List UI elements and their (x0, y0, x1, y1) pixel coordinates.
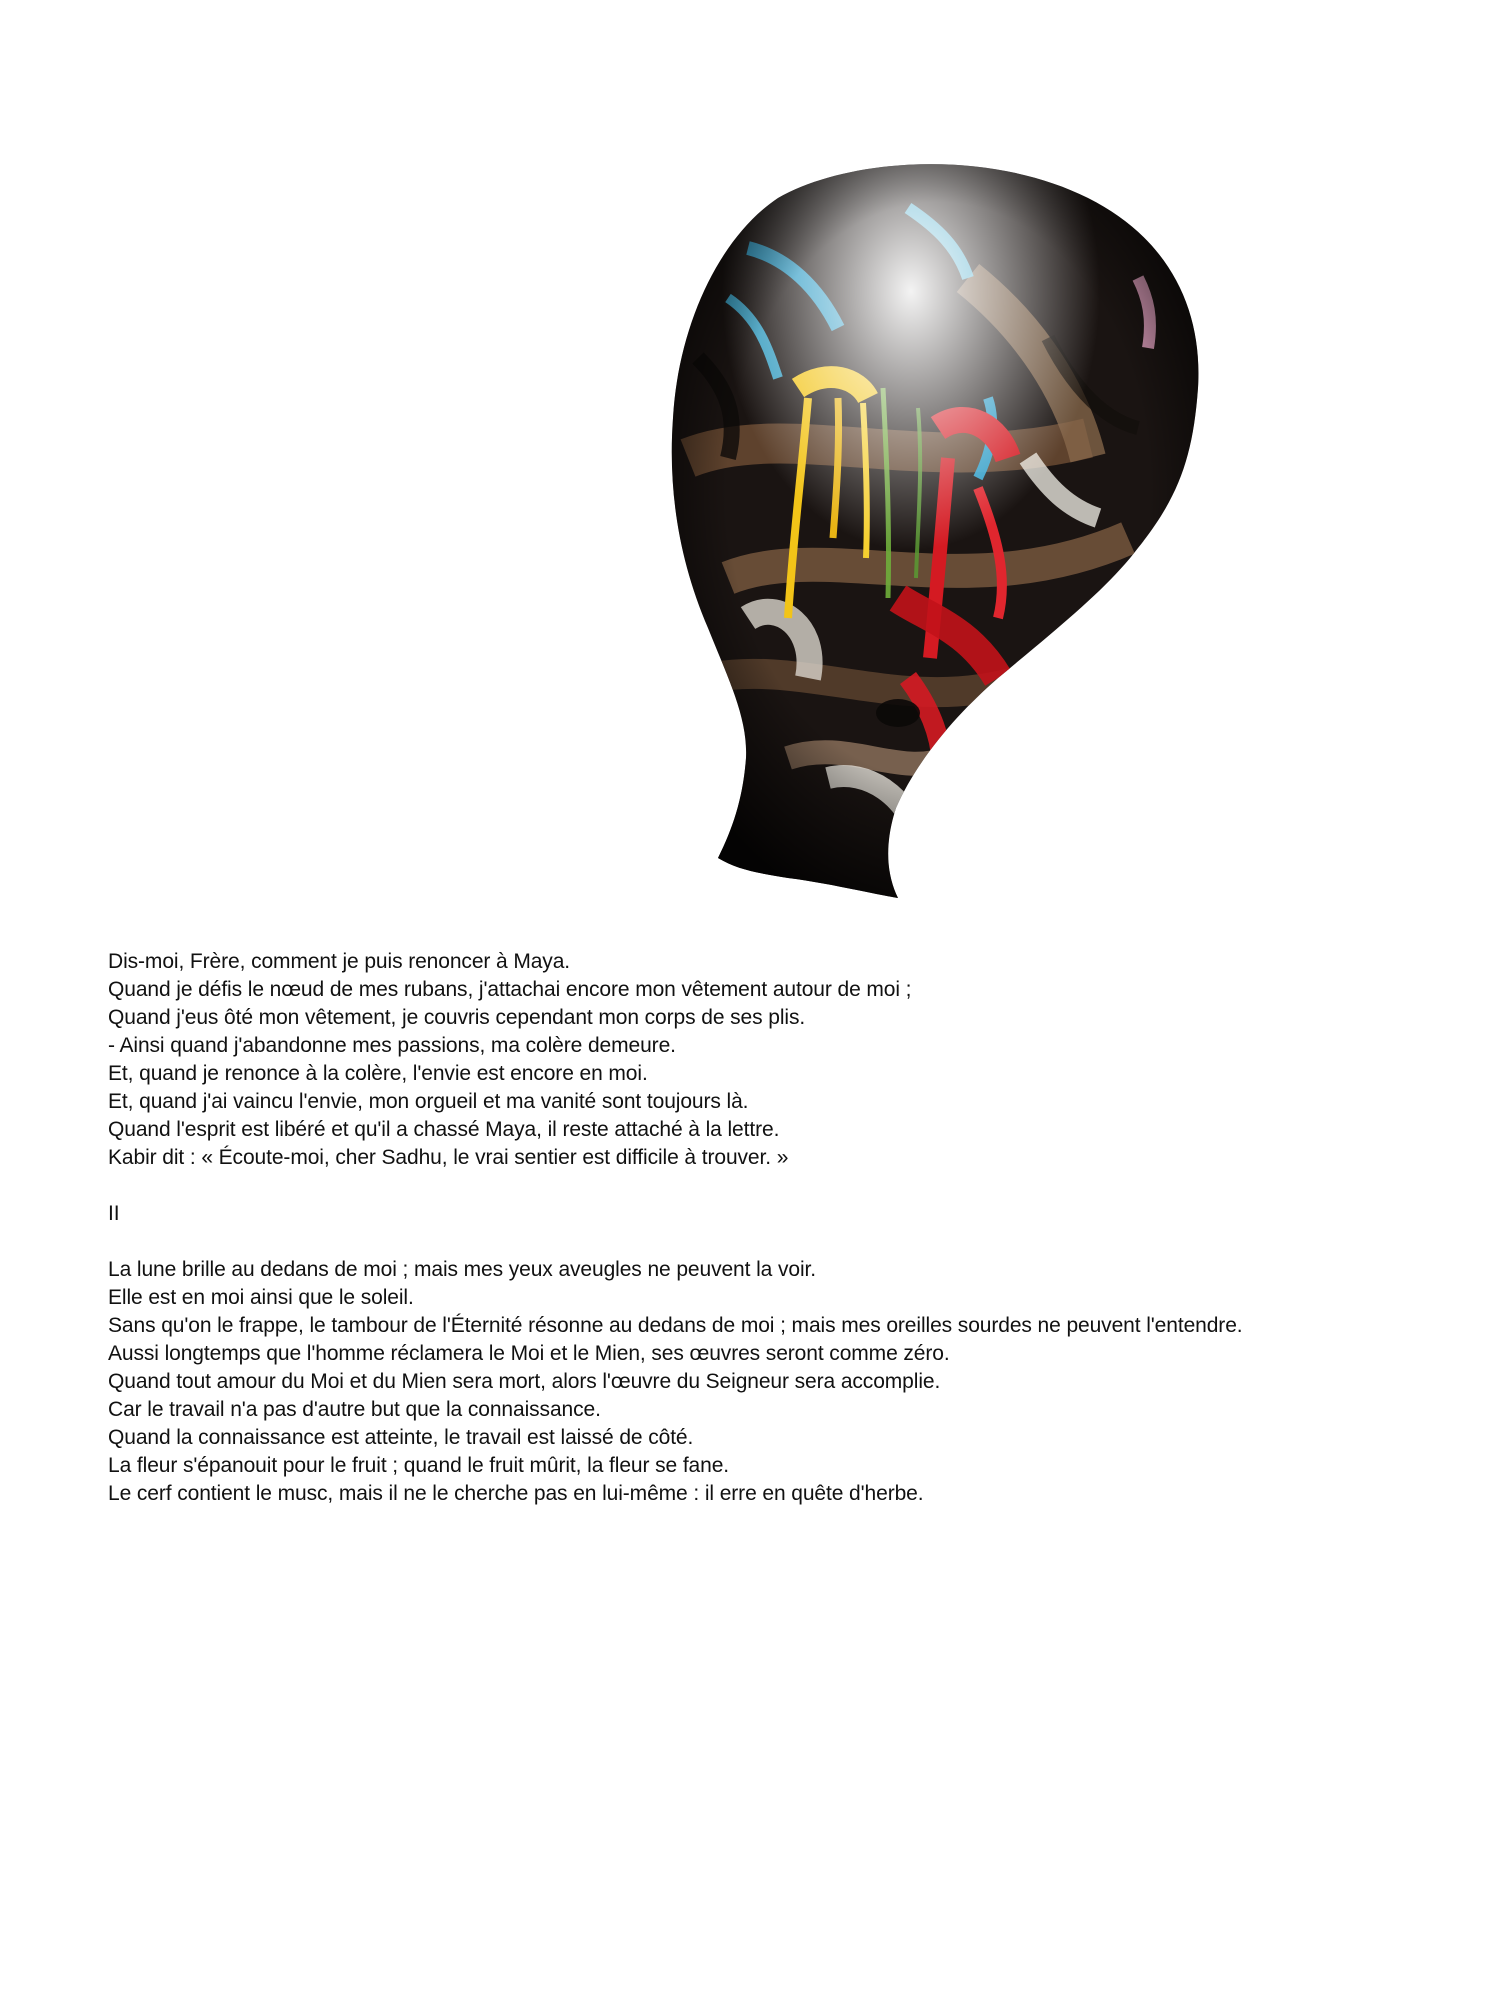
poem-line: La lune brille au dedans de moi ; mais mes yeux aveugles ne peuvent la voir. (108, 1258, 816, 1281)
abstract-painted-head-image (668, 158, 1208, 898)
section-marker: II (108, 1202, 120, 1225)
poem-line: Sans qu'on le frappe, le tambour de l'Éternité résonne au dedans de moi ; mais mes oreilles sourdes ne peuvent l'entendre. (108, 1314, 1243, 1337)
poem-line: Quand j'eus ôté mon vêtement, je couvris cependant mon corps de ses plis. (108, 1006, 806, 1029)
poem-line: Dis-moi, Frère, comment je puis renoncer à Maya. (108, 950, 571, 973)
poem-line: - Ainsi quand j'abandonne mes passions, ma colère demeure. (108, 1034, 676, 1057)
poem-line: Quand je défis le nœud de mes rubans, j'attachai encore mon vêtement autour de moi ; (108, 978, 912, 1001)
poem-line: Quand la connaissance est atteinte, le travail est laissé de côté. (108, 1426, 694, 1449)
poem-line: Car le travail n'a pas d'autre but que la connaissance. (108, 1398, 601, 1421)
poem-text (108, 948, 1488, 1508)
poem-line: Elle est en moi ainsi que le soleil. (108, 1286, 414, 1309)
poem-line: Et, quand j'ai vaincu l'envie, mon orgueil et ma vanité sont toujours là. (108, 1090, 749, 1113)
poem-line: Kabir dit : « Écoute-moi, cher Sadhu, le vrai sentier est difficile à trouver. » (108, 1146, 789, 1169)
poem-line: Aussi longtemps que l'homme réclamera le Moi et le Mien, ses œuvres seront comme zéro. (108, 1342, 950, 1365)
poem-line: Quand l'esprit est libéré et qu'il a chassé Maya, il reste attaché à la lettre. (108, 1118, 780, 1141)
stanza-two (108, 1256, 1488, 1508)
poem-line: La fleur s'épanouit pour le fruit ; quand le fruit mûrit, la fleur se fane. (108, 1454, 730, 1477)
stanza-one (108, 948, 1488, 1172)
poem-line: Et, quand je renonce à la colère, l'envie est encore en moi. (108, 1062, 648, 1085)
poem-line: Le cerf contient le musc, mais il ne le cherche pas en lui-même : il erre en quête d'herbe. (108, 1482, 924, 1505)
stanza-spacer (108, 1172, 1488, 1200)
poem-line: Quand tout amour du Moi et du Mien sera mort, alors l'œuvre du Seigneur sera accomplie. (108, 1370, 941, 1393)
stanza-spacer (108, 1228, 1488, 1256)
